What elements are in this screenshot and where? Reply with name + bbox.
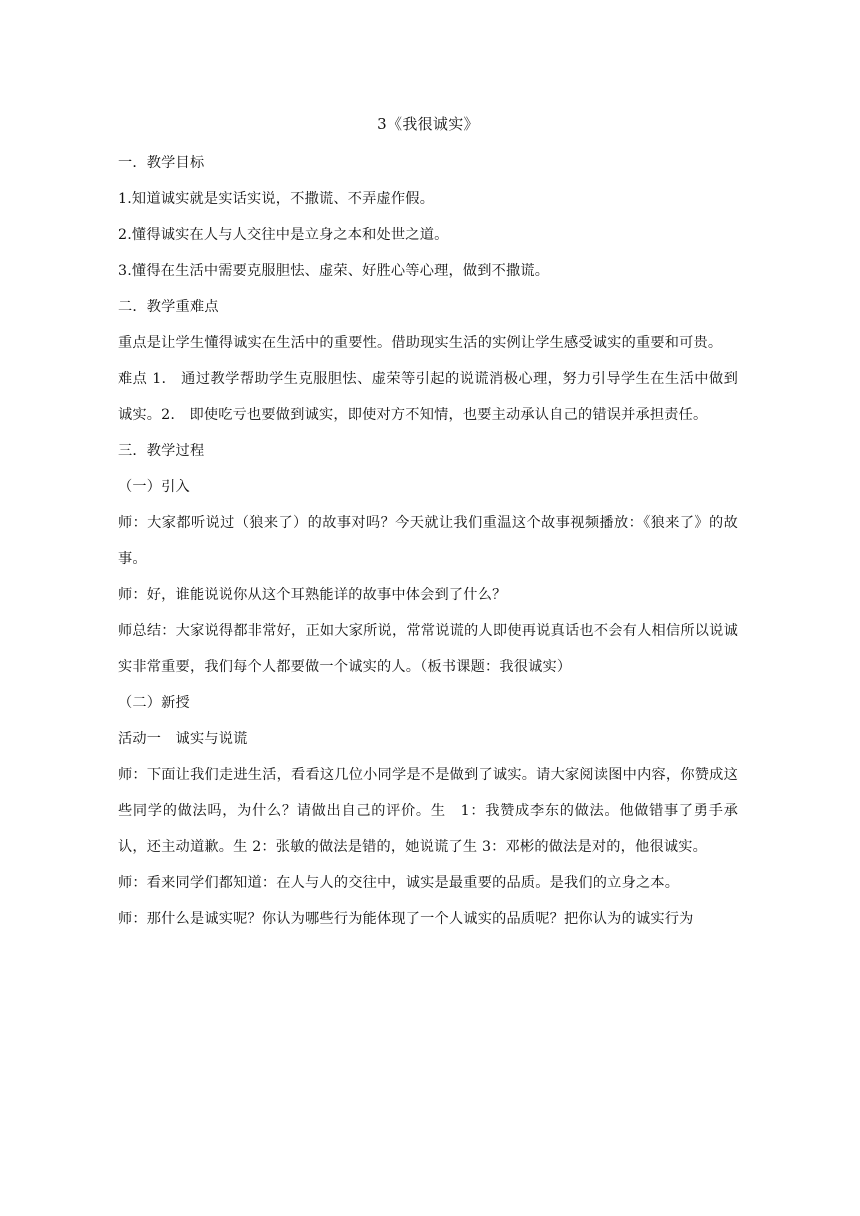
section-heading-process: 三．教学过程 — [118, 443, 205, 459]
paragraph-teacher-conclusion: 师：看来同学们都知道：在人与人的交往中，诚实是最重要的品质。是我们的立身之本。 — [118, 875, 680, 891]
subsection-heading-new-lesson: （二）新授 — [118, 695, 190, 711]
paragraph-objective-3: 3.懂得在生活中需要克服胆怯、虚荣、好胜心等心理，做到不撒谎。 — [118, 263, 550, 279]
activity-heading-1: 活动一 诚实与说谎 — [118, 731, 248, 747]
document-title: 3《我很诚实》 — [377, 115, 479, 133]
section-heading-key-points: 二．教学重难点 — [118, 299, 219, 315]
paragraph-teacher-prompt: 师：那什么是诚实呢？你认为哪些行为能体现了一个人诚实的品质呢？把你认为的诚实行为 — [118, 911, 694, 927]
paragraph-objective-2: 2.懂得诚实在人与人交往中是立身之本和处世之道。 — [118, 227, 449, 243]
paragraph-teacher-question: 师：好，谁能说说你从这个耳熟能详的故事中体会到了什么？ — [118, 587, 507, 603]
paragraph-teacher-intro: 师：大家都听说过（狼来了）的故事对吗？今天就让我们重温这个故事视频播放：《狼来了》的故事。 — [118, 515, 738, 567]
paragraph-difficulties: 难点 1. 通过教学帮助学生克服胆怯、虚荣等引起的说谎消极心理，努力引导学生在生活中做到诚实。2. 即使吃亏也要做到诚实，即使对方不知情，也要主动承认自己的错误并承担责任。 — [118, 371, 738, 423]
paragraph-key-point: 重点是让学生懂得诚实在生活中的重要性。借助现实生活的实例让学生感受诚实的重要和可贵。 — [118, 335, 723, 351]
paragraph-teacher-summary: 师总结：大家说得都非常好，正如大家所说，常常说谎的人即使再说真话也不会有人相信所以说诚实非常重要，我们每个人都要做一个诚实的人。（板书课题：我很诚实） — [118, 623, 738, 675]
subsection-heading-intro: （一）引入 — [118, 479, 190, 495]
document-page — [118, 114, 738, 945]
section-heading-objectives: 一．教学目标 — [118, 155, 205, 171]
paragraph-activity-discussion: 师：下面让我们走进生活，看看这几位小同学是不是做到了诚实。请大家阅读图中内容，你赞成这些同学的做法吗，为什么？请做出自己的评价。生 1：我赞成李东的做法。他做错事了勇手承认，还主动道歉。生 2：张敏的做法是错的，她说谎了生 3：邓彬的做法是对的，他很诚实。 — [118, 767, 738, 855]
paragraph-objective-1: 1.知道诚实就是实话实说，不撒谎、不弄虚作假。 — [118, 191, 435, 207]
